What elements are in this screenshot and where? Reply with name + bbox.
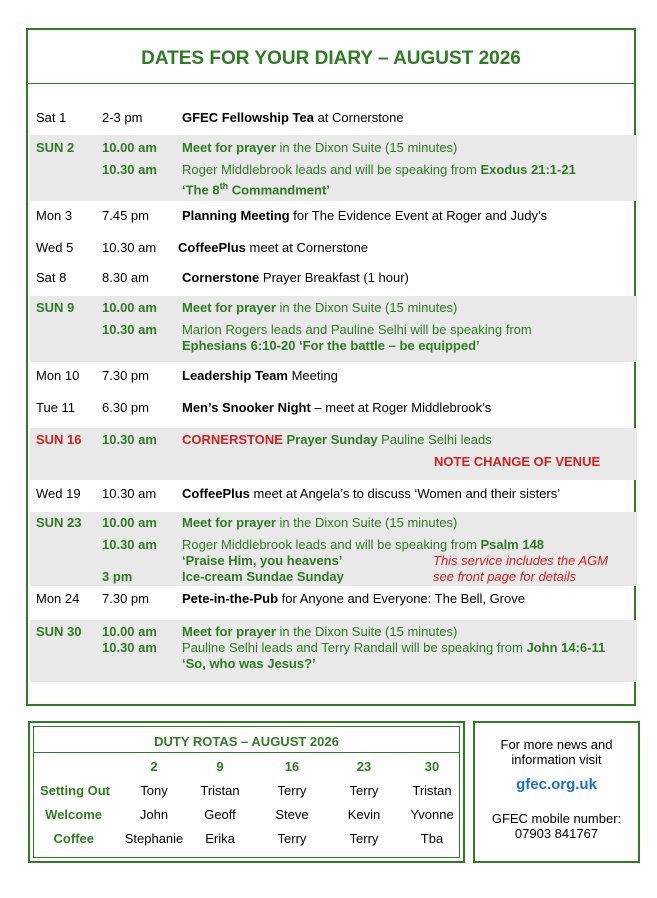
event-row bbox=[30, 234, 637, 264]
rota-name: Yvonne bbox=[410, 807, 454, 822]
event-day: SUN 2 bbox=[36, 140, 75, 155]
event-row bbox=[30, 265, 637, 295]
event-day: Wed 19 bbox=[36, 486, 81, 501]
event-day: Mon 24 bbox=[36, 591, 80, 606]
rota-role-label: Setting Out bbox=[39, 783, 110, 798]
event-day: Sat 8 bbox=[36, 270, 67, 285]
rota-name: Steve bbox=[275, 807, 309, 822]
duty-rota-panel bbox=[28, 721, 465, 863]
event-desc: Roger Middlebrook leads and will be speaking from Exodus 21:1-21 bbox=[182, 162, 576, 177]
rota-name: Tristan bbox=[200, 783, 240, 798]
event-time: 10.30 am bbox=[102, 486, 157, 501]
event-desc: CoffeePlus meet at Angela’s to discuss ‘Women and their sisters’ bbox=[182, 486, 561, 501]
mobile-number: 07903 841767 bbox=[514, 826, 599, 841]
event-time: 8.30 am bbox=[102, 270, 149, 285]
agm-note: This service includes the AGM bbox=[433, 553, 609, 568]
rota-name: Tba bbox=[420, 831, 444, 846]
event-day: SUN 30 bbox=[36, 624, 82, 639]
event-desc: Meet for prayer in the Dixon Suite (15 minutes) bbox=[182, 300, 458, 315]
event-row bbox=[30, 104, 637, 134]
event-row bbox=[30, 481, 637, 511]
diary-panel bbox=[26, 28, 636, 706]
rota-role-label: Welcome bbox=[45, 807, 102, 822]
event-time: 10.30 am bbox=[102, 432, 157, 447]
rota-name: Terry bbox=[277, 831, 307, 846]
info-panel bbox=[473, 721, 640, 863]
event-desc: Pete-in-the-Pub for Anyone and Everyone: The Bell, Grove bbox=[182, 591, 525, 606]
event-day: Mon 10 bbox=[36, 368, 80, 383]
event-desc: Meet for prayer in the Dixon Suite (15 minutes) bbox=[182, 624, 458, 639]
event-time: 10.30 am bbox=[102, 537, 157, 552]
event-time: 3 pm bbox=[102, 569, 133, 584]
event-time: 6.30 pm bbox=[102, 400, 149, 415]
event-desc: Leadership Team Meeting bbox=[182, 368, 338, 383]
event-time: 10.30 am bbox=[102, 640, 157, 655]
event-time: 2-3 pm bbox=[102, 110, 143, 125]
event-time: 7.45 pm bbox=[102, 208, 149, 223]
rota-name: John bbox=[139, 807, 169, 822]
rota-title: DUTY ROTAS – AUGUST 2026 bbox=[34, 727, 459, 753]
event-desc: GFEC Fellowship Tea at Cornerstone bbox=[182, 110, 404, 125]
rota-name: Tristan bbox=[412, 783, 452, 798]
event-time: 10.00 am bbox=[102, 515, 157, 530]
rota-name: Kevin bbox=[347, 807, 381, 822]
event-time: 7.30 pm bbox=[102, 368, 149, 383]
event-day: Tue 11 bbox=[36, 400, 76, 415]
rota-date: 30 bbox=[424, 759, 440, 774]
event-row bbox=[30, 135, 637, 201]
rota-date: 9 bbox=[216, 759, 224, 774]
agm-note: see front page for details bbox=[433, 569, 577, 584]
event-desc: CoffeePlus meet at Cornerstone bbox=[178, 240, 369, 255]
event-time: 10.30 am bbox=[102, 322, 157, 337]
mobile-label: GFEC mobile number: bbox=[491, 811, 622, 826]
event-desc: Ice-cream Sundae Sunday bbox=[182, 569, 344, 584]
rota-name: Tony bbox=[140, 783, 168, 798]
rota-role-label: Coffee bbox=[53, 831, 94, 846]
event-desc: CORNERSTONE Prayer Sunday Pauline Selhi leads bbox=[182, 432, 492, 447]
event-desc: ‘So, who was Jesus?’ bbox=[182, 656, 316, 671]
event-desc: Marion Rogers leads and Pauline Selhi will be speaking from bbox=[182, 322, 532, 337]
event-day: Wed 5 bbox=[36, 240, 74, 255]
rota-name: Terry bbox=[349, 831, 379, 846]
rota-name: Geoff bbox=[204, 807, 236, 822]
event-time: 10.00 am bbox=[102, 624, 157, 639]
event-time: 10.30 am bbox=[102, 162, 157, 177]
event-day: SUN 23 bbox=[36, 515, 82, 530]
website-link-text[interactable]: gfec.org.uk bbox=[516, 776, 597, 793]
event-row bbox=[30, 296, 637, 362]
rota-date: 2 bbox=[150, 759, 158, 774]
rota-name: Stephanie bbox=[124, 831, 184, 846]
info-text: For more news and bbox=[500, 737, 613, 752]
event-time: 10.00 am bbox=[102, 140, 157, 155]
info-text: information visit bbox=[511, 752, 602, 767]
event-desc: Meet for prayer in the Dixon Suite (15 minutes) bbox=[182, 515, 458, 530]
event-row bbox=[30, 363, 637, 394]
event-desc: Pauline Selhi leads and Terry Randall will be speaking from John 14:6-11 bbox=[182, 640, 606, 655]
event-desc: Roger Middlebrook leads and will be speaking from Psalm 148 bbox=[182, 537, 545, 552]
website-link[interactable] bbox=[475, 777, 638, 792]
event-desc: Planning Meeting for The Evidence Event at Roger and Judy’s bbox=[182, 208, 548, 223]
rota-name: Erika bbox=[205, 831, 235, 846]
event-row bbox=[30, 202, 637, 232]
event-desc: ‘The 8th Commandment’ bbox=[182, 181, 330, 198]
diary-title: DATES FOR YOUR DIARY – AUGUST 2026 bbox=[28, 30, 634, 84]
event-day: Sat 1 bbox=[36, 110, 67, 125]
event-time: 7.30 pm bbox=[102, 591, 149, 606]
event-day: SUN 16 bbox=[36, 432, 82, 447]
event-time: 10.00 am bbox=[102, 300, 157, 315]
rota-name: Terry bbox=[349, 783, 379, 798]
event-row bbox=[30, 620, 637, 682]
event-desc: ‘Praise Him, you heavens’ bbox=[182, 553, 343, 568]
event-row bbox=[30, 428, 637, 480]
rota-name: Terry bbox=[277, 783, 307, 798]
event-row bbox=[30, 587, 637, 619]
rota-date: 23 bbox=[356, 759, 372, 774]
event-row bbox=[30, 512, 637, 586]
event-desc: Meet for prayer in the Dixon Suite (15 minutes) bbox=[182, 140, 458, 155]
event-desc: Ephesians 6:10-20 ‘For the battle – be equipped’ bbox=[182, 338, 480, 353]
event-time: 10.30 am bbox=[102, 240, 157, 255]
venue-change-note: NOTE CHANGE OF VENUE bbox=[434, 454, 601, 469]
event-day: SUN 9 bbox=[36, 300, 75, 315]
event-desc: Men’s Snooker Night – meet at Roger Middlebrook’s bbox=[182, 400, 492, 415]
rota-date: 16 bbox=[284, 759, 300, 774]
event-row bbox=[30, 395, 637, 427]
event-desc: Cornerstone Prayer Breakfast (1 hour) bbox=[182, 270, 409, 285]
event-day: Mon 3 bbox=[36, 208, 73, 223]
